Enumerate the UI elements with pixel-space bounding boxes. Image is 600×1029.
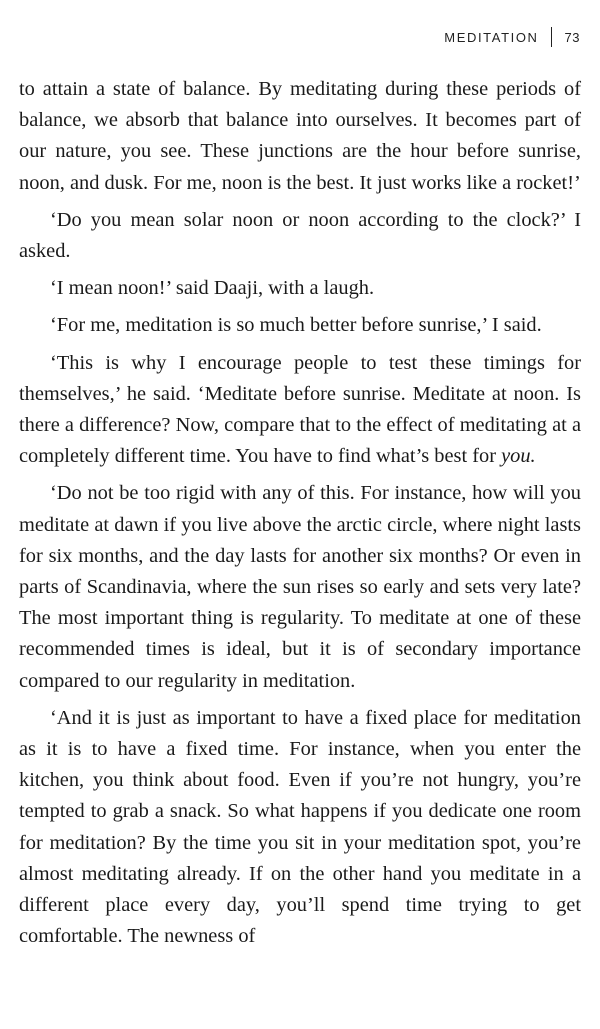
page-number: 73 [564,29,580,45]
paragraph: ‘I mean noon!’ said Daaji, with a laugh. [50,277,375,300]
running-header [444,26,580,48]
paragraph: ‘For me, meditation is so much better before sunrise,’ I said. [50,314,542,337]
section-title: MEDITATION [444,29,539,45]
header-divider [551,27,552,47]
paragraph [19,348,581,473]
paragraph: ‘Do you mean solar noon or noon according to the clock?’ I asked. [19,208,581,263]
body-text [19,74,581,952]
paragraph: ‘Do not be too rigid with any of this. For instance, how will you meditate at dawn if you live above the arctic circle, where night lasts for six months, and the day lasts for another six months? Or even in parts of Scandinavia, where the sun rises so early and sets very late? The most important thing is regularity. To meditate at one of these recommended times is ideal, but it is of secondary importance compared to our regularity in meditation. [19,482,581,692]
paragraph: ‘And it is just as important to have a fixed place for meditation as it is to have a fixed time. For instance, when you enter the kitchen, you think about food. Even if you’re not hungry, you’re tempted to grab a snack. So what happens if you dedicate one room for meditation? By the time you sit in your meditation spot, you’re almost meditating already. If on the other hand you meditate in a different place every day, you’ll spend time trying to get comfortable. The newness of [19,706,581,948]
paragraph-text: ‘This is why I encourage people to test these timings for themselves,’ he said. ‘Meditate before sunrise. Meditate at noon. Is there a difference? Now, compare that to the effect of meditating at a completely different time. You have to find what’s best for [19,351,581,468]
emphasis-text: you. [501,445,536,468]
paragraph-continued: to attain a state of balance. By meditating during these periods of balance, we absorb that balance into ourselves. It becomes part of our nature, you see. These junctions are the hour before sunrise, noon, and dusk. For me, noon is the best. It just works like a rocket!’ [19,78,581,194]
